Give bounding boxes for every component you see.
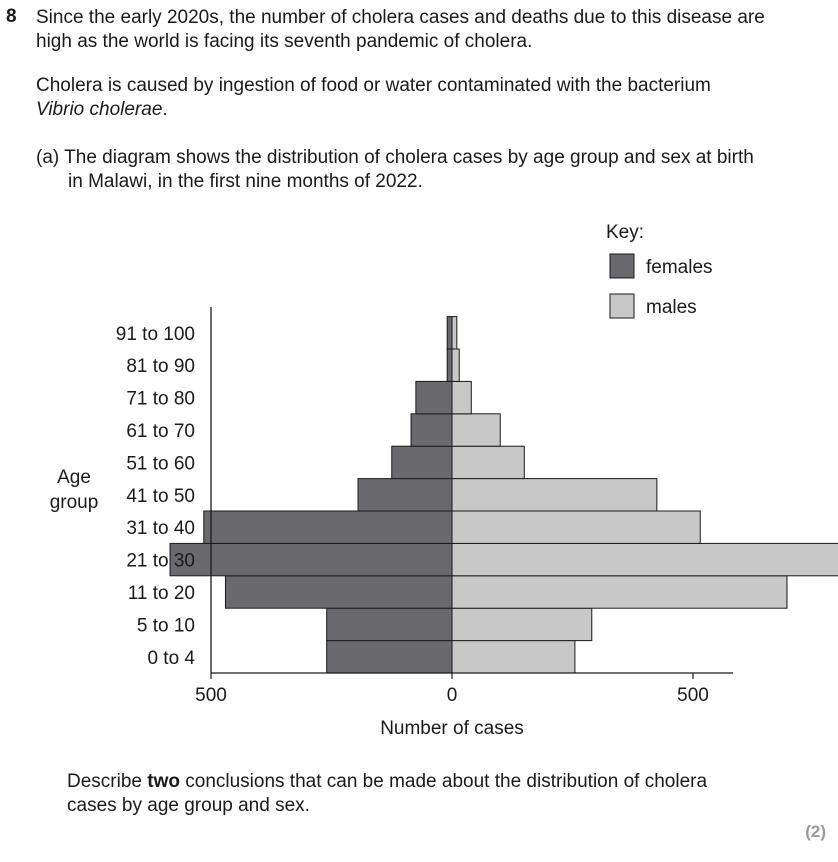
bar-males-10	[452, 317, 457, 349]
describe-paragraph	[67, 770, 707, 818]
bar-females-5	[358, 479, 452, 511]
bar-males-2	[452, 576, 787, 608]
bar-females-10	[447, 317, 452, 349]
legend-label-females: females	[646, 257, 713, 278]
category-label-10: 91 to 100	[115, 323, 195, 345]
bar-males-3	[452, 543, 838, 575]
bar-males-7	[452, 414, 500, 446]
x-tick-labels	[0, 673, 838, 706]
cause-end: .	[162, 99, 168, 120]
bar-females-6	[392, 446, 452, 478]
bar-females-8	[416, 381, 452, 413]
describe-post: conclusions that can be made about the distribution of cholera	[179, 771, 708, 792]
legend-title: Key:	[606, 222, 645, 243]
part-a-line-2: in Malawi, in the first nine months of 2022.	[68, 171, 423, 192]
x-tick-label-1: 500	[195, 685, 227, 706]
legend	[606, 222, 713, 318]
bars-group	[170, 317, 838, 673]
intro-line-2: high as the world is facing its seventh pandemic of cholera.	[36, 31, 533, 52]
question-number: 8	[6, 6, 17, 27]
category-label-1: 5 to 10	[136, 615, 195, 637]
describe-line-2: cases by age group and sex.	[67, 795, 310, 816]
legend-swatch-males	[610, 294, 634, 318]
bar-males-6	[452, 446, 524, 478]
bar-females-2	[225, 576, 452, 608]
bar-males-1	[452, 608, 592, 640]
species-name: Vibrio cholerae	[36, 99, 163, 120]
bar-males-0	[452, 641, 575, 673]
describe-bold: two	[147, 771, 180, 792]
y-axis-label-line-2: group	[49, 492, 99, 513]
category-label-3: 21 to 30	[126, 550, 195, 572]
bar-males-8	[452, 381, 471, 413]
part-a-line-1: (a) The diagram shows the distribution of cholera cases by age group and sex at birth	[36, 147, 754, 168]
describe-pre: Describe	[67, 771, 148, 792]
category-label-4: 31 to 40	[126, 518, 195, 540]
bar-females-7	[411, 414, 452, 446]
category-labels	[116, 324, 196, 669]
category-label-6: 51 to 60	[126, 453, 195, 475]
marks-label: (2)	[805, 822, 826, 841]
bar-females-9	[447, 349, 452, 381]
category-label-5: 41 to 50	[126, 485, 195, 507]
legend-swatch-females	[610, 254, 634, 278]
x-tick-label-3: 500	[677, 685, 709, 706]
category-label-2: 11 to 20	[127, 583, 195, 604]
bar-females-1	[327, 608, 452, 640]
y-axis-label-line-1: Age	[57, 467, 91, 488]
bar-females-0	[327, 641, 452, 673]
bar-males-9	[452, 349, 459, 381]
bar-males-5	[452, 479, 657, 511]
bar-females-4	[204, 511, 452, 543]
bar-females-3	[170, 543, 452, 575]
category-label-7: 61 to 70	[126, 421, 195, 442]
category-label-9: 81 to 90	[126, 356, 195, 378]
intro-line-1: Since the early 2020s, the number of cholera cases and deaths due to this disease are	[36, 7, 765, 28]
cause-line-1: Cholera is caused by ingestion of food or water contaminated with the bacterium	[36, 75, 711, 96]
legend-label-males: males	[646, 297, 697, 318]
bar-males-4	[452, 511, 700, 543]
x-tick-label-2: 0	[446, 685, 458, 706]
category-label-8: 71 to 80	[126, 388, 195, 410]
x-axis-label: Number of cases	[380, 718, 524, 739]
describe-line-1	[67, 770, 707, 794]
category-label-0: 0 to 4	[147, 647, 195, 669]
